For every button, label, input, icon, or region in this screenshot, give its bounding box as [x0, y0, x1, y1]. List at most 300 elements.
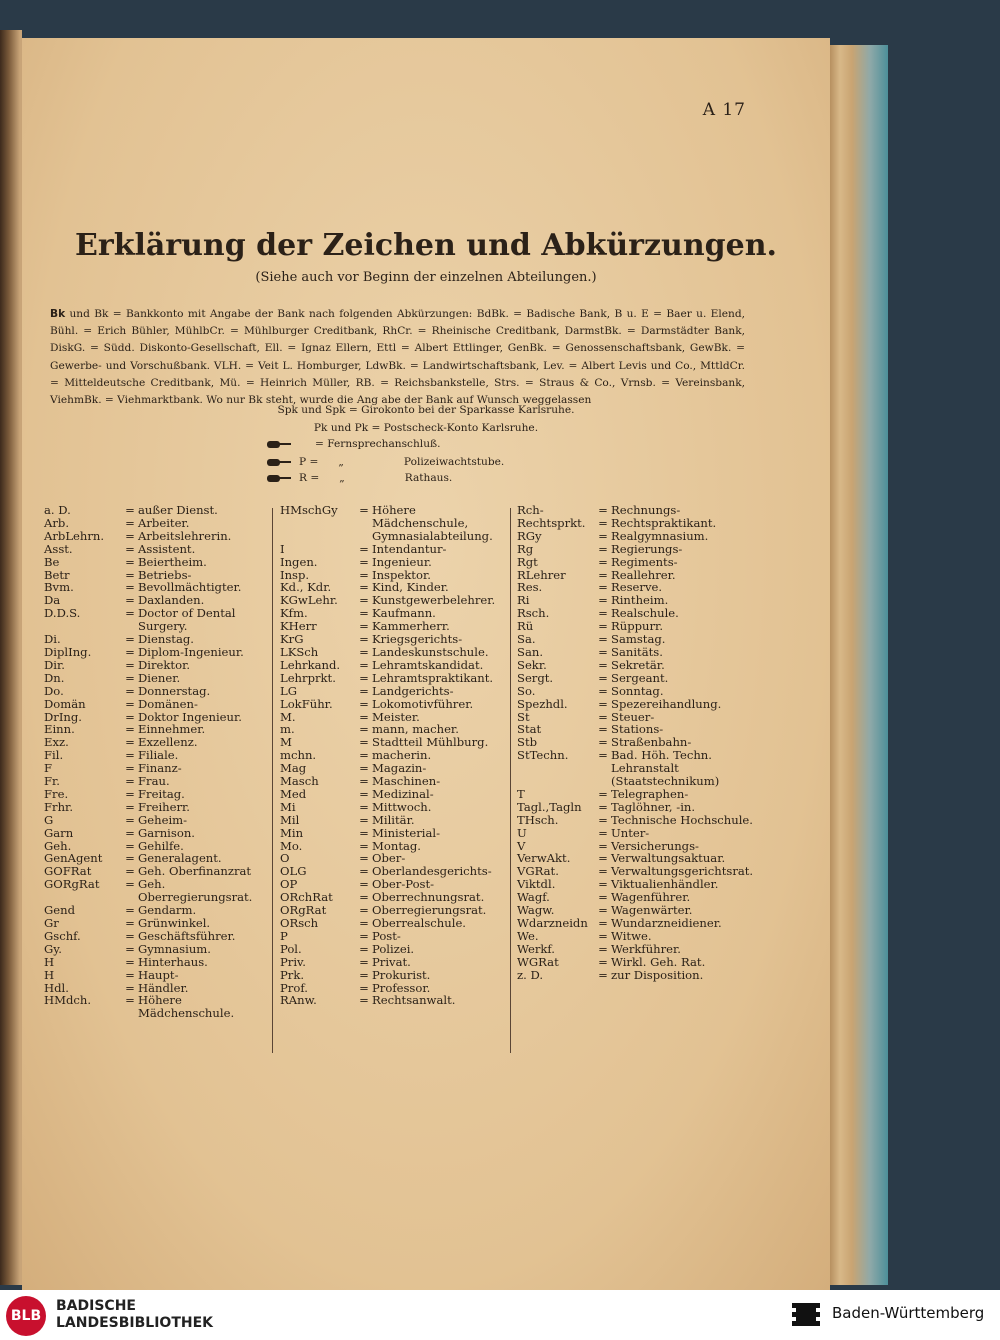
- equals-sign: =: [359, 593, 369, 608]
- abbreviation-entry: [44, 685, 278, 698]
- abbreviation-meaning: Beiertheim.: [138, 554, 207, 569]
- abbreviation-entry: [44, 556, 278, 569]
- abbreviation-entry: [44, 672, 278, 685]
- equals-sign: =: [598, 619, 608, 634]
- abbreviation: Rg: [517, 541, 534, 556]
- phone-row-3-ditto: „: [339, 472, 345, 484]
- equals-sign: =: [125, 967, 135, 982]
- abbreviation-entry: [44, 607, 278, 633]
- equals-sign: =: [125, 696, 135, 711]
- abbreviation-meaning: Filiale.: [138, 748, 179, 763]
- equals-sign: =: [359, 657, 369, 672]
- equals-sign: =: [359, 554, 369, 569]
- abbreviation-entry: [517, 504, 753, 517]
- abbreviation-meaning: Intendantur-: [372, 541, 447, 556]
- abbreviation: RGy: [517, 528, 542, 543]
- equals-sign: =: [598, 670, 608, 685]
- equals-sign: =: [125, 954, 135, 969]
- abbreviation-entry: [280, 814, 512, 827]
- abbreviation-meaning: Stadtteil Mühlburg.: [372, 735, 489, 750]
- abbreviation-meaning: Kriegsgerichts-: [372, 632, 463, 647]
- abbreviation-entry: [280, 685, 512, 698]
- equals-sign: =: [125, 554, 135, 569]
- abbreviation: Sekr.: [517, 657, 547, 672]
- abbreviation: F: [44, 761, 53, 776]
- equals-sign: =: [359, 748, 369, 763]
- abbreviation: Priv.: [280, 954, 306, 969]
- equals-sign: =: [598, 696, 608, 711]
- equals-sign: =: [598, 954, 608, 969]
- abbreviation-entry: [517, 788, 753, 801]
- abbreviation-meaning: Reserve.: [611, 580, 663, 595]
- abbreviation: DiplIng.: [44, 644, 92, 659]
- abbreviation-meaning: Mittwoch.: [372, 799, 432, 814]
- abbreviation: U: [517, 825, 527, 840]
- equals-sign: =: [598, 928, 608, 943]
- equals-sign: =: [598, 515, 608, 530]
- abbreviation-meaning: Wagenführer.: [611, 890, 691, 905]
- abbreviation: Fre.: [44, 786, 69, 801]
- abbreviation-meaning: Versicherungs-: [611, 838, 699, 853]
- abbreviation-meaning: Viktualienhändler.: [611, 877, 719, 892]
- abbreviation: Wagw.: [517, 903, 555, 918]
- abbreviation-entry: [517, 814, 753, 827]
- blb-name-line1: BADISCHE: [56, 1298, 136, 1314]
- telephone-icon: [267, 458, 291, 467]
- book-spine-left: [0, 30, 22, 1285]
- equals-sign: =: [598, 890, 608, 905]
- abbreviation-meaning: Regierungs-: [611, 541, 683, 556]
- abbreviation: Prof.: [280, 980, 308, 995]
- abbreviation: V: [517, 838, 526, 853]
- equals-sign: =: [598, 799, 608, 814]
- abbreviation-meaning: Technische Hochschule.: [611, 812, 753, 827]
- abbreviation: OLG: [280, 864, 307, 879]
- bw-label[interactable]: Baden-Württemberg: [832, 1304, 985, 1322]
- abbreviation-entry: [44, 646, 278, 659]
- abbreviation-entry: [44, 969, 278, 982]
- abbreviation-meaning: Diplom-Ingenieur.: [138, 644, 244, 659]
- equals-sign: =: [359, 619, 369, 634]
- equals-sign: =: [598, 541, 608, 556]
- abbreviation-meaning: mann, macher.: [372, 722, 459, 737]
- abbreviation-meaning: Freitag.: [138, 786, 185, 801]
- abbreviation-meaning: Haupt-: [138, 967, 179, 982]
- equals-sign: =: [598, 580, 608, 595]
- abbreviation: Wdarzneidn: [517, 916, 588, 930]
- abbreviation-entry: [517, 749, 753, 788]
- abbreviation-meaning: Ober-: [372, 851, 406, 866]
- equals-sign: =: [598, 864, 608, 879]
- abbreviation-meaning: Arbeiter.: [138, 515, 190, 530]
- equals-sign: =: [598, 786, 608, 801]
- abbreviation-entry: [44, 956, 278, 969]
- abbreviation-entry: [517, 930, 753, 943]
- abbreviation-meaning: Oberlandesgerichts-: [372, 864, 492, 879]
- abbreviation: Sa.: [517, 632, 536, 647]
- abbreviation-meaning: Lokomotivführer.: [372, 696, 474, 711]
- abbreviation: KGwLehr.: [280, 593, 338, 608]
- equals-sign: =: [125, 606, 135, 621]
- equals-sign: =: [125, 851, 135, 866]
- abbreviation: Rch-: [517, 503, 544, 517]
- equals-sign: =: [598, 657, 608, 672]
- abbreviation: OP: [280, 877, 298, 892]
- abbreviation: Dn.: [44, 670, 65, 685]
- equals-sign: =: [125, 503, 135, 517]
- abbreviation-meaning: Donnerstag.: [138, 683, 211, 698]
- abbreviation-entry: [280, 504, 512, 543]
- abbreviation-meaning: Witwe.: [611, 928, 652, 943]
- abbreviation: mchn.: [280, 748, 317, 763]
- equals-sign: =: [598, 838, 608, 853]
- equals-sign: =: [359, 644, 369, 659]
- page-subtitle: (Siehe auch vor Beginn der einzelnen Abteilungen.): [255, 270, 597, 285]
- abbreviation-entry: [44, 878, 278, 904]
- abbreviation-meaning: Kind, Kinder.: [372, 580, 449, 595]
- abbreviation-meaning: Post-: [372, 928, 401, 943]
- equals-sign: =: [125, 993, 135, 1008]
- equals-sign: =: [598, 903, 608, 918]
- abbreviation-entry: [280, 672, 512, 685]
- equals-sign: =: [359, 864, 369, 879]
- abbreviation: Rsch.: [517, 606, 550, 621]
- equals-sign: =: [125, 799, 135, 814]
- equals-sign: =: [359, 812, 369, 827]
- equals-sign: =: [125, 632, 135, 647]
- abbreviation: Da: [44, 593, 61, 608]
- equals-sign: =: [125, 657, 135, 672]
- abbreviation: a. D.: [44, 503, 71, 517]
- abbreviation: Bvm.: [44, 580, 74, 595]
- abbreviation: Einn.: [44, 722, 75, 737]
- abbreviation: HMschGy: [280, 503, 338, 517]
- abbreviation-entry: [44, 698, 278, 711]
- abbreviation-meaning: Ober-Post-: [372, 877, 435, 892]
- phone-row-1-text: = Fernsprechanschluß.: [315, 438, 441, 450]
- abbreviation: Domän: [44, 696, 86, 711]
- equals-sign: =: [125, 774, 135, 789]
- abbreviation-meaning: macherin.: [372, 748, 432, 763]
- abbreviation: ArbLehrn.: [44, 528, 105, 543]
- equals-sign: =: [125, 825, 135, 840]
- abbreviation-entry: [44, 788, 278, 801]
- abbreviation-entry: [280, 646, 512, 659]
- equals-sign: =: [359, 941, 369, 956]
- phone-row-3: [267, 472, 452, 484]
- equals-sign: =: [359, 567, 369, 582]
- abbr-column-2: [280, 504, 512, 1007]
- equals-sign: =: [359, 928, 369, 943]
- phone-row-1: [267, 438, 440, 450]
- abbreviation: P: [280, 928, 288, 943]
- abbreviation-meaning: Kunstgewerbelehrer.: [372, 593, 496, 608]
- abbreviation-entry: [280, 943, 512, 956]
- abbreviation: Prk.: [280, 967, 305, 982]
- abbreviation: LKSch: [280, 644, 319, 659]
- abbreviation: Rgt: [517, 554, 538, 569]
- blb-name[interactable]: [56, 1298, 213, 1332]
- equals-sign: =: [125, 864, 135, 879]
- abbreviation-meaning: Meister.: [372, 709, 420, 724]
- abbreviation: THsch.: [517, 812, 559, 827]
- equals-sign: =: [125, 670, 135, 685]
- abbreviation: Gend: [44, 903, 76, 918]
- abbreviation-meaning: Reallehrer.: [611, 567, 676, 582]
- equals-sign: =: [598, 812, 608, 827]
- equals-sign: =: [125, 761, 135, 776]
- equals-sign: =: [359, 670, 369, 685]
- abbreviation-entry: [44, 917, 278, 930]
- equals-sign: =: [359, 838, 369, 853]
- abbreviation-meaning: Rechtspraktikant.: [611, 515, 717, 530]
- equals-sign: =: [125, 812, 135, 827]
- abbreviation: St: [517, 709, 530, 724]
- equals-sign: =: [125, 567, 135, 582]
- equals-sign: =: [125, 515, 135, 530]
- abbreviation-meaning: Höhere Mädchenschule, Gymnasialabteilung.: [372, 503, 493, 543]
- spk-line: Spk und Spk = Girokonto bei der Sparkasse Karlsruhe.: [277, 404, 575, 416]
- equals-sign: =: [125, 709, 135, 724]
- abbreviation-entry: [280, 956, 512, 969]
- abbreviation: Be: [44, 554, 60, 569]
- abbreviation-meaning: Assistent.: [138, 541, 196, 556]
- abbreviation: Viktdl.: [517, 877, 556, 892]
- abbreviation: LokFühr.: [280, 696, 333, 711]
- equals-sign: =: [359, 696, 369, 711]
- abbreviation: Exz.: [44, 735, 69, 750]
- abbreviation-meaning: Einnehmer.: [138, 722, 206, 737]
- abbreviation-entry: [280, 969, 512, 982]
- phone-row-3-letter: R =: [299, 472, 320, 484]
- abbreviation: m.: [280, 722, 295, 737]
- abbreviation-meaning: Taglöhner, -in.: [611, 799, 696, 814]
- abbreviation: HMdch.: [44, 993, 92, 1008]
- equals-sign: =: [125, 593, 135, 608]
- abbreviation-entry: [44, 994, 278, 1020]
- equals-sign: =: [359, 722, 369, 737]
- abbreviation-meaning: Oberregierungsrat.: [372, 903, 487, 918]
- abbreviation-meaning: zur Disposition.: [611, 967, 704, 982]
- abbreviation-meaning: Exzellenz.: [138, 735, 198, 750]
- abbreviation: Do.: [44, 683, 64, 698]
- abbreviation: KrG: [280, 632, 304, 647]
- abbreviation-entry: [280, 775, 512, 788]
- abbreviation-meaning: Magazin-: [372, 761, 427, 776]
- abbreviation-entry: [517, 685, 753, 698]
- phone-row-2-ditto: „: [338, 456, 344, 468]
- abbreviation-meaning: Doktor Ingenieur.: [138, 709, 242, 724]
- abbreviation-meaning: Spezereihandlung.: [611, 696, 722, 711]
- equals-sign: =: [598, 644, 608, 659]
- abbreviation: O: [280, 851, 290, 866]
- equals-sign: =: [125, 580, 135, 595]
- abbreviation: Mo.: [280, 838, 303, 853]
- abbreviation-meaning: Direktor.: [138, 657, 191, 672]
- abbreviation: Fr.: [44, 774, 60, 789]
- abbreviation-entry: [44, 504, 278, 517]
- page-number: A 17: [702, 100, 746, 120]
- abbreviation: T: [517, 786, 525, 801]
- abbreviation: Tagl.,Tagln: [517, 799, 582, 814]
- page-title: Erklärung der Zeichen und Abkürzungen.: [75, 228, 777, 263]
- abbreviation-entry: [280, 930, 512, 943]
- intro-lead: Bk: [50, 308, 66, 320]
- abbreviation-meaning: Maschinen-: [372, 774, 441, 789]
- abbreviation: I: [280, 541, 285, 556]
- equals-sign: =: [125, 748, 135, 763]
- abbreviation: Di.: [44, 632, 61, 647]
- abbreviation-meaning: Sekretär.: [611, 657, 665, 672]
- abbreviation-meaning: Bad. Höh. Techn. Lehranstalt (Staatstechnikum): [611, 748, 720, 789]
- abbreviation-entry: [280, 827, 512, 840]
- equals-sign: =: [125, 903, 135, 918]
- equals-sign: =: [598, 554, 608, 569]
- abbreviation: Ingen.: [280, 554, 318, 569]
- abbreviation-meaning: Rechtsanwalt.: [372, 993, 456, 1008]
- abbreviation-entry: [280, 994, 512, 1007]
- equals-sign: =: [598, 606, 608, 621]
- abbreviation-meaning: Rintheim.: [611, 593, 669, 608]
- abbreviation-meaning: Kammerherr.: [372, 619, 450, 634]
- equals-sign: =: [598, 593, 608, 608]
- abbreviation-meaning: Geh. Oberregierungsrat.: [138, 877, 253, 905]
- abbreviation-meaning: Stations-: [611, 722, 664, 737]
- abbreviation-meaning: Wirkl. Geh. Rat.: [611, 954, 706, 969]
- phone-row-2-text: Polizeiwachtstube.: [403, 456, 505, 468]
- abbreviation-meaning: Finanz-: [138, 761, 182, 776]
- abbreviation-meaning: Samstag.: [611, 632, 666, 647]
- equals-sign: =: [359, 580, 369, 595]
- equals-sign: =: [125, 980, 135, 995]
- equals-sign: =: [359, 503, 369, 517]
- equals-sign: =: [598, 528, 608, 543]
- abbreviation-meaning: Oberrealschule.: [372, 916, 466, 930]
- equals-sign: =: [598, 877, 608, 892]
- abbreviation: GOFRat: [44, 864, 92, 879]
- equals-sign: =: [598, 503, 608, 517]
- abbreviation-entry: [44, 814, 278, 827]
- abbreviation-meaning: Lehramtskandidat.: [372, 657, 484, 672]
- bw-lions-icon[interactable]: [790, 1299, 822, 1331]
- abbreviation-meaning: Dienstag.: [138, 632, 194, 647]
- abbreviation-entry: [44, 801, 278, 814]
- abbreviation: D.D.S.: [44, 606, 81, 621]
- equals-sign: =: [125, 735, 135, 750]
- abbreviation-meaning: Landeskunstschule.: [372, 644, 489, 659]
- abbreviation: San.: [517, 644, 544, 659]
- abbreviation-meaning: Lehramtspraktikant.: [372, 670, 494, 685]
- abbreviation-meaning: Telegraphen-: [611, 786, 689, 801]
- abbreviation-meaning: Sonntag.: [611, 683, 664, 698]
- equals-sign: =: [359, 916, 369, 930]
- abbreviation: Gy.: [44, 941, 62, 956]
- abbreviation-meaning: Straßenbahn-: [611, 735, 692, 750]
- abbreviation: ORgRat: [280, 903, 327, 918]
- abbreviation: G: [44, 812, 54, 827]
- abbreviation: Mil: [280, 812, 300, 827]
- equals-sign: =: [598, 967, 608, 982]
- abbreviation: H: [44, 967, 55, 982]
- abbreviation-entry: [517, 517, 753, 530]
- abbreviation: RLehrer: [517, 567, 566, 582]
- equals-sign: =: [359, 786, 369, 801]
- abbreviation: Frhr.: [44, 799, 74, 814]
- abbreviation-meaning: Freiherr.: [138, 799, 190, 814]
- abbreviation: Werkf.: [517, 941, 555, 956]
- abbreviation: DrIng.: [44, 709, 82, 724]
- abbreviation-meaning: Grünwinkel.: [138, 916, 211, 930]
- equals-sign: =: [359, 954, 369, 969]
- abbreviation: RAnw.: [280, 993, 317, 1008]
- abbreviation-meaning: Kaufmann.: [372, 606, 436, 621]
- abbreviation-meaning: Regiments-: [611, 554, 678, 569]
- blb-logo-icon[interactable]: BLB: [6, 1296, 46, 1336]
- abbreviation-entry: [280, 788, 512, 801]
- abbreviation-meaning: Frau.: [138, 774, 170, 789]
- abbreviation-meaning: Inspektor.: [372, 567, 431, 582]
- abbreviation: Dir.: [44, 657, 65, 672]
- abbreviation: H: [44, 954, 55, 969]
- abbreviation-entry: [44, 827, 278, 840]
- equals-sign: =: [359, 761, 369, 776]
- abbreviation: Mag: [280, 761, 307, 776]
- abbreviation-entry: [517, 672, 753, 685]
- equals-sign: =: [598, 748, 608, 763]
- abbreviation-entry: [280, 556, 512, 569]
- abbreviation: Fil.: [44, 748, 64, 763]
- abbreviation-entry: [44, 543, 278, 556]
- abbreviation-meaning: Privat.: [372, 954, 411, 969]
- equals-sign: =: [359, 877, 369, 892]
- abbreviation-entry: [44, 943, 278, 956]
- equals-sign: =: [125, 838, 135, 853]
- abbreviation: Betr: [44, 567, 70, 582]
- abbreviation: M.: [280, 709, 296, 724]
- intro-paragraph: [50, 306, 745, 409]
- abbreviation-meaning: Domänen-: [138, 696, 198, 711]
- abbreviation: KHerr: [280, 619, 317, 634]
- equals-sign: =: [359, 799, 369, 814]
- abbreviation-meaning: Ministerial-: [372, 825, 441, 840]
- equals-sign: =: [359, 541, 369, 556]
- footer-bar: [0, 1290, 1000, 1340]
- equals-sign: =: [359, 632, 369, 647]
- abbreviation-entry: [517, 659, 753, 672]
- equals-sign: =: [359, 735, 369, 750]
- abbreviation-meaning: Landgerichts-: [372, 683, 454, 698]
- abbreviation: So.: [517, 683, 536, 698]
- abbreviation: M: [280, 735, 292, 750]
- abbreviation-meaning: Gehilfe.: [138, 838, 184, 853]
- equals-sign: =: [598, 683, 608, 698]
- abbreviation-meaning: Sanitäts.: [611, 644, 663, 659]
- abbreviation-meaning: Geschäftsführer.: [138, 928, 236, 943]
- equals-sign: =: [598, 709, 608, 724]
- abbreviation-entry: [517, 556, 753, 569]
- equals-sign: =: [125, 916, 135, 930]
- abbreviation-meaning: Gendarm.: [138, 903, 197, 918]
- abbreviation-meaning: Realgymnasium.: [611, 528, 709, 543]
- abbreviation-meaning: Arbeitslehrerin.: [138, 528, 232, 543]
- equals-sign: =: [359, 851, 369, 866]
- equals-sign: =: [125, 541, 135, 556]
- abbreviation-meaning: Daxlanden.: [138, 593, 205, 608]
- equals-sign: =: [598, 632, 608, 647]
- abbreviation-meaning: Montag.: [372, 838, 421, 853]
- abbreviation: Arb.: [44, 515, 70, 530]
- equals-sign: =: [359, 993, 369, 1008]
